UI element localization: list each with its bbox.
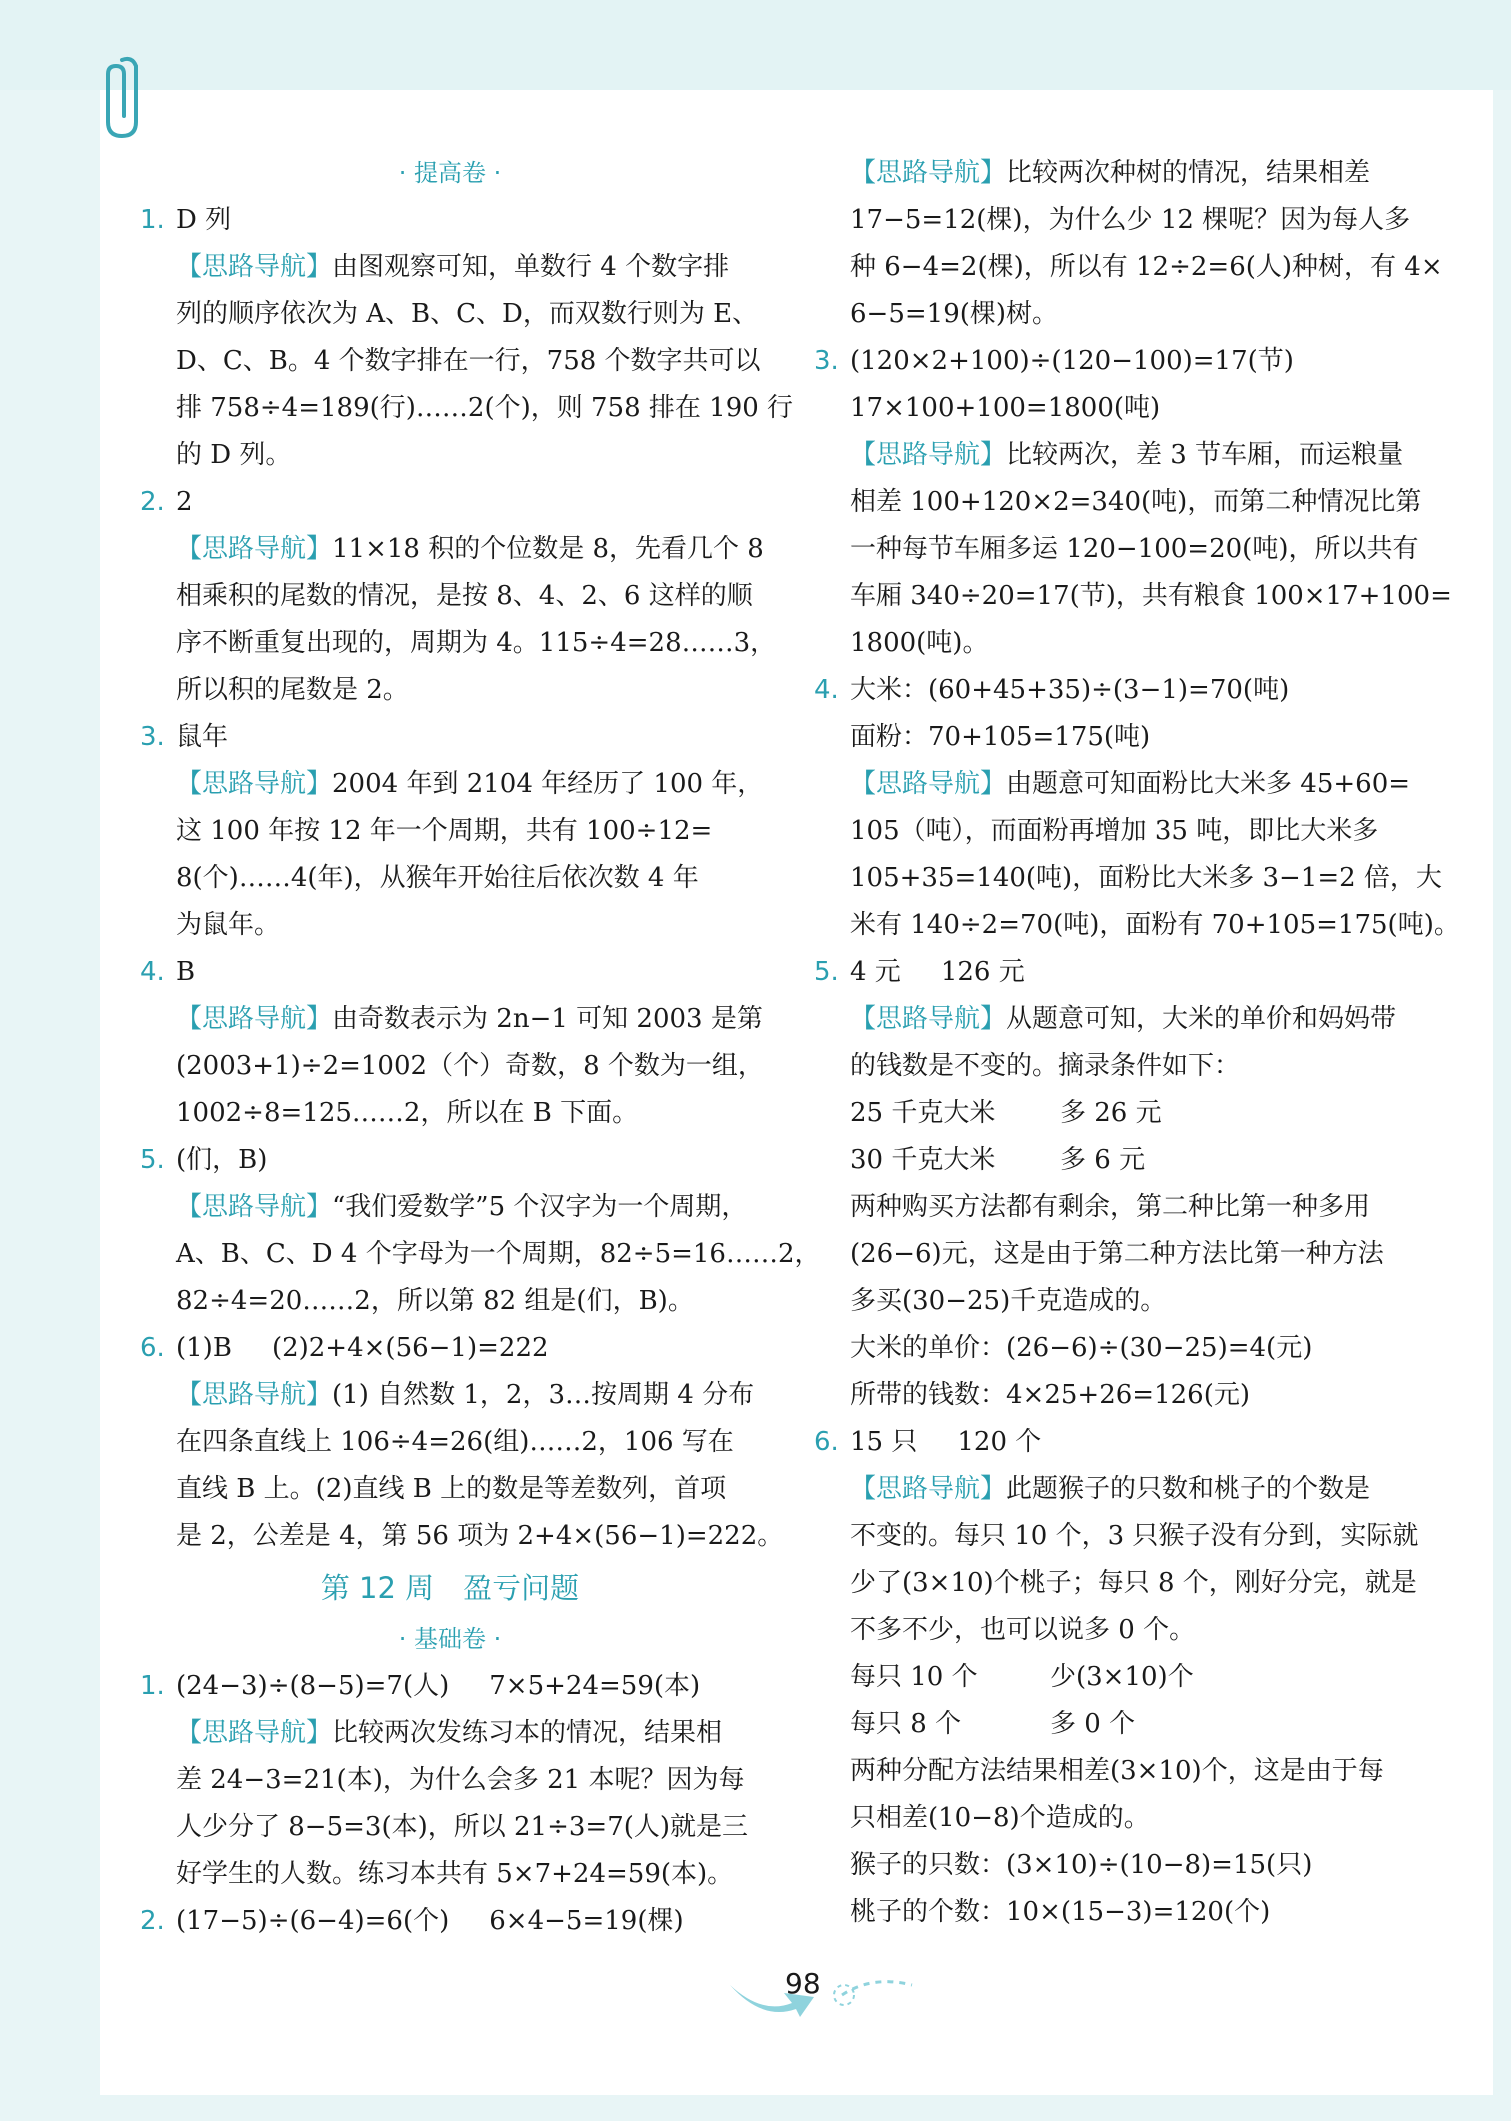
- week-title: 第 12 周 盈亏问题: [320, 1571, 580, 1605]
- left-margin-band: [0, 90, 100, 2121]
- answer-line: 2. 2: [140, 487, 193, 517]
- hint-tag: 【思路导航】: [176, 1192, 333, 1222]
- left-column: · 提高卷 · 1. D 列 【思路导航】由图观察可知，单数行 4 个数字排 列的顺序依次为 A、B、C、D，而双数行则为 E、 D、C、B。4 个数字排在一行，758 个数字共可以 排 758÷4=189(行)……2(个)，则 758 排在 190 行 的 D 列。 2. 2 【思路导航】11×18 积的个位数是 8，先看几个 8 相乘积的尾数的情况，是按 8、4、2、6 这样的顺 序不断重复出现的，周期为 4。115÷4=28……3， 所以积的尾数是 2。 3. 鼠年 【思路导航】2004 年到 2104 年经历了 100 年， 这 100 年按 12 年一个周期，共有 100÷12= 8(个)……4(年)，从猴年开始往后依次数 4 年 为鼠年。 4. B 【思路导航】由奇数表示为 2n−1 可知 2003 是第 (2003+1)÷2=1002（个）奇数，8 个数为一组， 1002÷8=125……2，所以在 B 下面。 5. (们，B) 【思路导航】“我们爱数学”5 个汉字为一个周期， A、B、C、D 4 个字母为一个周期，82÷5=16……2， 82÷4=20……2，所以第 82 组是(们，B)。 6. (1)B (2)2+4×(56−1)=222 【思路导航】(1) 自然数 1，2，3…按周期 4 分布 在四条直线上 106÷4=26(组)……2，106 写在 直线 B 上。(2)直线 B 上的数是等差数列，首项 是 2，公差是 4，第 56 项为 2+4×(56−1)=222。 第 12 周 盈亏问题 · 基础卷 · 1. (24−3)÷(8−5)=7(人) 7×5+24=59(本) 【思路导航】比较两次发练习本的情况，结果相 差 24−3=21(本)，为什么会多 21 本呢？因为每 人少分了 8−5=3(本)，所以 21÷3=7(人)就是三 好学生的人数。练习本共有 5×7+24=59(本)。 2. (17−5)÷(6−4)=6(个) 6×4−5=19(棵): [140, 150, 760, 1945]
- top-margin-band: [0, 0, 1511, 90]
- section-title: · 基础卷 ·: [398, 1625, 502, 1653]
- hint-tag: 【思路导航】: [176, 1718, 333, 1748]
- right-column: 【思路导航】比较两次种树的情况，结果相差 17−5=12(棵)，为什么少 12 棵呢？因为每人多 种 6−4=2(棵)，所以有 12÷2=6(人)种树，有 4× 6−5=19(棵)树。 3. (120×2+100)÷(120−100)=17(节) 17×100+100=1800(吨) 【思路导航】比较两次，差 3 节车厢，而运粮量 相差 100+120×2=340(吨)，而第二种情况比第 一种每节车厢多运 120−100=20(吨)，所以共有 车厢 340÷20=17(节)，共有粮食 100×17+100= 1800(吨)。 4. 大米：(60+45+35)÷(3−1)=70(吨) 面粉：70+105=175(吨) 【思路导航】由题意可知面粉比大米多 45+60= 105（吨），而面粉再增加 35 吨，即比大米多 105+35=140(吨)，面粉比大米多 3−1=2 倍，大 米有 140÷2=70(吨)，面粉有 70+105=175(吨)。 5. 4 元 126 元 【思路导航】从题意可知，大米的单价和妈妈带 的钱数是不变的。摘录条件如下： 25 千克大米 多 26 元 30 千克大米 多 6 元 两种购买方法都有剩余，第二种比第一种多用 (26−6)元，这是由于第二种方法比第一种方法 多买(30−25)千克造成的。 大米的单价：(26−6)÷(30−25)=4(元) 所带的钱数：4×25+26=126(元) 6. 15 只 120 个 【思路导航】此题猴子的只数和桃子的个数是 不变的。每只 10 个，3 只猴子没有分到，实际就 少了(3×10)个桃子；每只 8 个，刚好分完，就是 不多不少，也可以说多 0 个。 每只 10 个 少(3×10)个 每只 8 个 多 0 个 两种分配方法结果相差(3×10)个，这是由于每 只相差(10−8)个造成的。 猴子的只数：(3×10)÷(10−8)=15(只) 桃子的个数：10×(15−3)=120(个): [850, 150, 1480, 1936]
- hint-tag: 【思路导航】: [850, 1474, 1007, 1504]
- page-number: 98: [785, 1967, 821, 2000]
- answer-line: 5. (们，B): [140, 1145, 268, 1175]
- answer-line: 3. (120×2+100)÷(120−100)=17(节): [814, 346, 1294, 376]
- bottom-margin-band: [0, 2095, 1511, 2121]
- hint-tag: 【思路导航】: [850, 158, 1007, 188]
- hint-tag: 【思路导航】: [850, 440, 1007, 470]
- hint-tag: 【思路导航】: [176, 252, 333, 282]
- answer-line: 2. (17−5)÷(6−4)=6(个) 6×4−5=19(棵): [140, 1906, 684, 1936]
- section-title: · 提高卷 ·: [398, 159, 502, 187]
- right-margin-band: [1493, 90, 1511, 2121]
- answer-line: 4. B: [140, 957, 196, 987]
- answer-line: 5. 4 元 126 元: [814, 957, 1025, 987]
- answer-line: 4. 大米：(60+45+35)÷(3−1)=70(吨): [814, 675, 1290, 705]
- hint-tag: 【思路导航】: [176, 1004, 333, 1034]
- item-number: 1.: [140, 205, 165, 235]
- hint-tag: 【思路导航】: [176, 769, 333, 799]
- answer-line: 6. (1)B (2)2+4×(56−1)=222: [140, 1333, 549, 1363]
- answer-line: 1. D 列: [140, 197, 760, 244]
- paperclip-icon: [92, 52, 146, 142]
- answer-line: 3. 鼠年: [140, 722, 229, 752]
- hint-tag: 【思路导航】: [176, 1380, 333, 1410]
- answer-line: 6. 15 只 120 个: [814, 1427, 1042, 1457]
- answer-line: 1. (24−3)÷(8−5)=7(人) 7×5+24=59(本): [140, 1671, 701, 1701]
- hint-tag: 【思路导航】: [176, 534, 333, 564]
- hint-tag: 【思路导航】: [850, 1004, 1007, 1034]
- hint-tag: 【思路导航】: [850, 769, 1007, 799]
- page-arrow-icon: [722, 1955, 922, 2025]
